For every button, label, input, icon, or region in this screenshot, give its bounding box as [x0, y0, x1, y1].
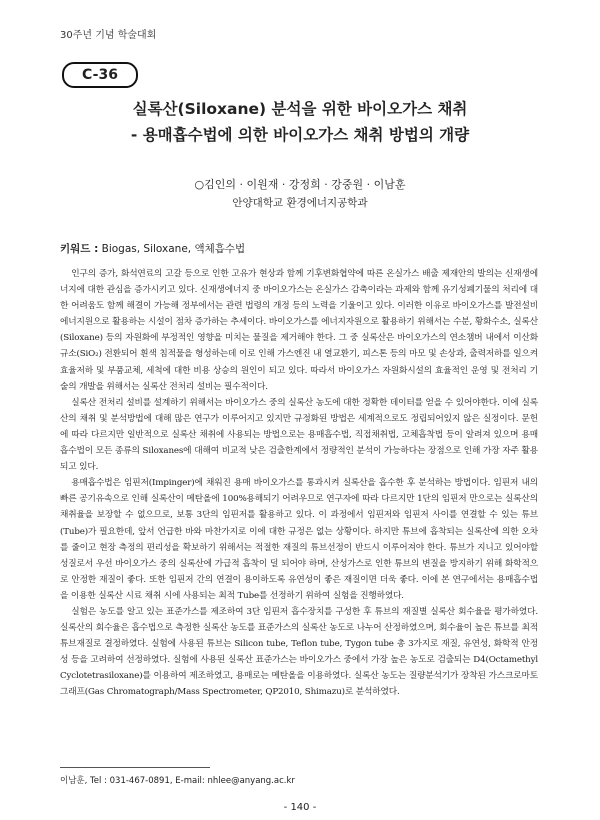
- paper-title: [40, 96, 560, 148]
- paragraph: 실록산 전처리 설비를 설계하기 위해서는 바이오가스 중의 실록산 농도에 대한 정확한 데이터를 얻을 수 있어야한다. 이에 실록산의 채취 및 분석방법에 대해 많은 연구가 이루어지고 있지만 규정화된 방법은 세계적으로도 정립되어있지 않은 실정이다. 문헌에 따라 다르지만 일반적으로 실록산 채취에 사용되는 방법으로는 용매흡수법, 직접채취법, 고체흡착법 등이 알려져 있으며 용매흡수법이 모든 종류의 Siloxanes에 대해여 비교적 낮은 검출한계에서 정량적인 분석이 가능하다는 장점으로 인해 가장 자주 활용되고 있다.: [60, 397, 538, 473]
- paragraph: 용매흡수법은 임핀저(Impinger)에 채워진 용매 바이오가스를 통과시켜 실록산을 흡수한 후 분석하는 방법이다. 임핀저 내의 빠른 공기유속으로 인해 실록산이 메탄올에 100%용해되기 어려우므로 연구자에 따라 다르지만 1단의 임핀저 만으로는 실록산의 채취율을 보장할 수 없으므로, 보통 3단의 임핀저를 활용하고 있다. 이 과정에서 임핀저와 임핀저 사이를 연결할 수 있는 튜브(Tube)가 필요한데, 앞서 언급한 바와 마찬가지로 이에 대한 규정은 없는 상황이다. 하지만 튜브에 흡착되는 실록산에 의한 오차를 줄이고 현장 측정의 편리성을 확보하기 위해서는 적절한 재질의 튜브선정이 반드시 이루어져야 한다. 튜브가 지니고 있어야할 성질로서 우선 바이오가스 중의 실록산에 가급적 흡착이 덜 되어야 하며, 산성가스로 인한 튜브의 변질을 방지하기 위해 화학적으로 안정한 재질이 좋다. 또한 임핀저 간의 연결이 용이하도록 유연성이 좋은 재질이면 더욱 좋다. 이에 본 연구에서는 용매흡수법을 이용한 실록산 시료 채취 시에 사용되는 최적 Tube를 선정하기 위하여 실험을 진행하였다.: [60, 478, 538, 601]
- paragraph: 인구의 증가, 화석연료의 고갈 등으로 인한 고유가 현상과 함께 기후변화협약에 따른 온실가스 배출 제재안의 발의는 신재생에너지에 대한 관심을 증가시키고 있다. 신재생에너지 중 바이오가스는 온실가스 감축이라는 과제와 함께 유기성폐기물의 처리에 대한 어려움도 함께 해결이 가능해 정부에서는 관련 법령의 개정 등의 노력을 기울이고 있다. 이러한 이유로 바이오가스를 발전설비 에너지원으로 활용하는 시설이 점차 증가하는 추세이다. 바이오가스를 에너지자원으로 활용하기 위해서는 수분, 황화수소, 실록산(Siloxane) 등의 자원화에 부정적인 영향을 미치는 물질을 제거해야 한다. 그 중 실록산은 바이오가스의 연소챔버 내에서 이산화규소(SiO₂) 전환되어 흰색 침적물을 형성하는데 이로 인해 가스엔진 내 열교환기, 피스톤 등의 마모 및 손상과, 출력저하를 일으켜 효율저하 및 부품교체, 세척에 대한 비용 상승의 원인이 되고 있다. 따라서 바이오가스 자원화시설의 효율적인 운영 및 전처리 기술의 개발을 위해서는 실록산 전처리 설비는 필수적이다.: [60, 269, 538, 392]
- body-text: [60, 266, 538, 701]
- keywords-list: Biogas, Siloxane, 액체흡수법: [101, 243, 246, 255]
- authors: ○김인의 · 이원재 · 강정희 · 강중원 · 이남훈: [194, 178, 406, 191]
- title-line-2: - 용매흡수법에 의한 바이오가스 채취 방법의 개량: [130, 126, 470, 144]
- title-line-1: 실록산(Siloxane) 분석을 위한 바이오가스 채취: [132, 100, 468, 118]
- running-header: 30주년 기념 학술대회: [60, 30, 157, 41]
- page-number: - 140 -: [283, 802, 317, 813]
- keywords: [60, 241, 245, 256]
- footnote: 이남훈, Tel : 031-467-0891, E-mail: nhlee@anyang.ac.kr: [60, 776, 295, 786]
- paragraph: 실험은 농도를 알고 있는 표준가스를 제조하여 3단 임핀저 흡수장치를 구성한 후 튜브의 재질별 실록산 회수율을 평가하였다. 실록산의 회수율은 흡수법으로 측정한 실록산 농도를 표준가스의 실록산 농도로 나누어 산정하였으며, 회수율이 높은 튜브를 최적 튜브재질로 결정하였다. 실험에 사용된 튜브는 Silicon tube, Teflon tube, Tygon tube 총 3가지로 재질, 유연성, 화학적 안정성 등을 고려하여 선정하였다. 실험에 사용된 실록산 표준가스는 바이오가스 중에서 가장 높은 농도로 검출되는 D4(Octamethyl Cyclotetrasiloxane)를 이용하여 제조하였고, 용매로는 메탄올을 이용하였다. 실록산 농도는 질량분석기가 장착된 가스크로마토그래프(Gas Chromatograph/Mass Spectrometer, QP2010, Shimazu)로 분석하였다.: [60, 606, 538, 698]
- paper-code-badge: [62, 62, 138, 88]
- keywords-label: 키워드 :: [60, 243, 99, 255]
- paper-code: C-36: [82, 67, 118, 83]
- affiliation: 안양대학교 환경에너지공학과: [232, 197, 368, 209]
- footnote-divider: [60, 767, 210, 768]
